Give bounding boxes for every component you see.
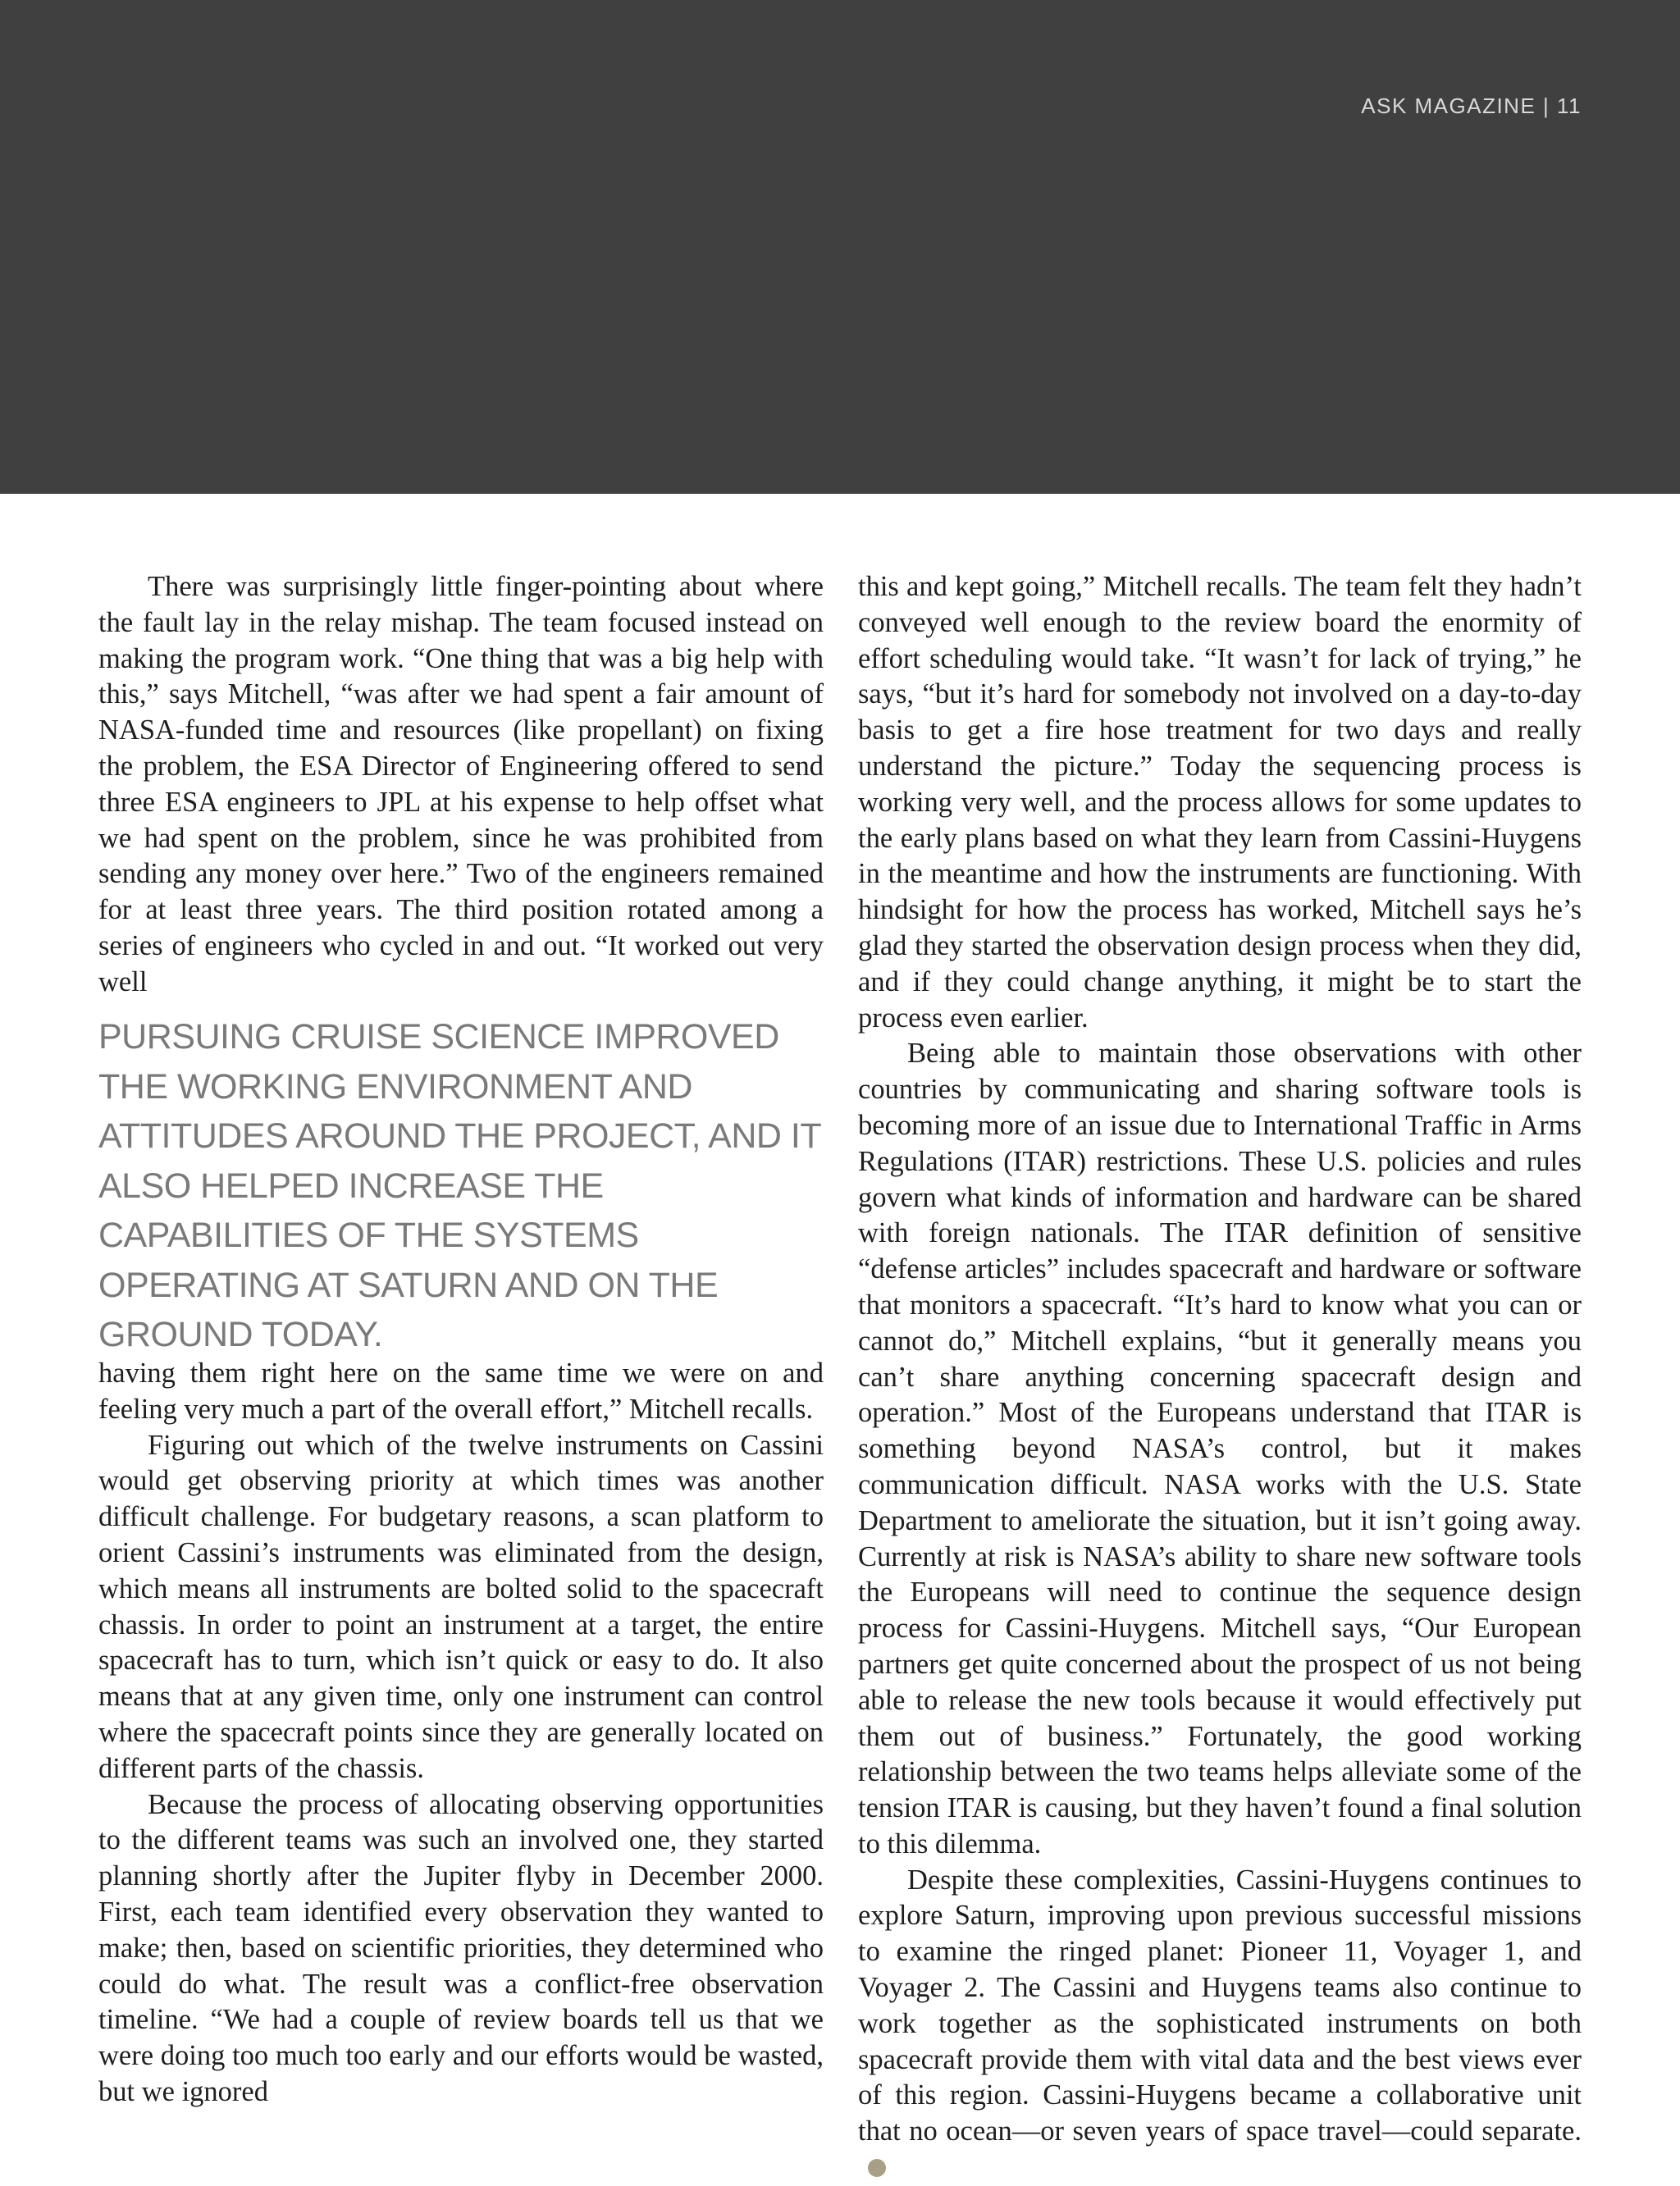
paragraph: having them right here on the same time we were on and feeling very much a part of the overall effort,” Mitchell recalls. [98,1358,824,1425]
paragraph: this and kept going,” Mitchell recalls. The team felt they hadn’t conveyed well enough to the review board the enormity of effort scheduling would take. “It wasn’t for lack of trying,” he says, “but it’s hard for somebody not involved on a day-to-day basis to get a fire hose treatment for two days and really understand the picture.” Today the sequencing process is working very well, and the process allows for some updates to the early plans based on what they learn from Cassini-Huygens in the meantime and how the instruments are functioning. With hindsight for how the process has worked, Mitchell says he’s glad they started the observation design process when they did, and if they could change anything, it might be to start the process even earlier. [858,571,1582,1034]
pull-quote: PURSUING CRUISE SCIENCE IMPROVED THE WORKING ENVIRONMENT AND ATTITUDES AROUND THE PROJECT, AND IT ALSO HELPED INCREASE THE CAPABILITIES OF THE SYSTEMS OPERATING AT SATURN AND ON THE GROUND TODAY. [98,1017,821,1354]
end-bullet-icon [868,2159,886,2177]
column-left-top [98,569,824,1001]
header-image-band [0,0,1680,494]
paragraph: Figuring out which of the twelve instruments on Cassini would get observing priority at which times was another difficult challenge. For budgetary reasons, a scan platform to orient Cassini’s instruments was eliminated from the design, which means all instruments are bolted solid to the spacecraft chassis. In order to point an instrument at a target, the entire spacecraft has to turn, which isn’t quick or easy to do. It also means that at any given time, only one instrument can control where the spacecraft points since they are generally located on different parts of the chassis. [98,1429,824,1784]
paragraph-final [858,1863,1582,2186]
paragraph-text: Despite these complexities, Cassini-Huygens continues to explore Saturn, improving upon previous successful missions to examine the ringed planet: Pioneer 11, Voyager 1, and Voyager 2. The Cassini and Huygens teams also continue to work together as the sophisticated instruments on both spacecraft provide them with vital data and the best views ever of this region. Cassini-Huygens became a collaborative unit that no ocean—or seven years of space travel—could separate. [858,1864,1582,2147]
running-head: ASK MAGAZINE | 11 [1361,94,1582,118]
paragraph: There was surprisingly little finger-pointing about where the fault lay in the relay mishap. The team focused instead on making the program work. “One thing that was a big help with this,” says Mitchell, “was after we had spent a fair amount of NASA-funded time and resources (like propellant) on fixing the problem, the ESA Director of Engineering offered to send three ESA engineers to JPL at his expense to help offset what we had spent on the problem, since he was prohibited from sending any money over here.” Two of the engineers remained for at least three years. The third position rotated among a series of engineers who cycled in and out. “It worked out very well [98,571,824,997]
column-right [858,569,1582,2186]
paragraph: Being able to maintain those observations with other countries by communicating and sharing software tools is becoming more of an issue due to International Traffic in Arms Regulations (ITAR) restrictions. These U.S. policies and rules govern what kinds of information and hardware can be shared with foreign nationals. The ITAR definition of sensitive “defense articles” includes spacecraft and hardware or software that monitors a spacecraft. “It’s hard to know what you can or cannot do,” Mitchell explains, “but it generally means you can’t share anything concerning spacecraft design and operation.” Most of the Europeans understand that ITAR is something beyond NASA’s control, but it makes communication difficult. NASA works with the U.S. State Department to ameliorate the situation, but it isn’t going away. Currently at risk is NASA’s ability to share new software tools the Europeans will need to continue the sequence design process for Cassini-Huygens. Mitchell says, “Our European partners get quite concerned about the prospect of us not being able to release the new tools because it would effectively put them out of business.” Fortunately, the good working relationship between the two teams helps alleviate some of the tension ITAR is causing, but they haven’t found a final solution to this dilemma. [858,1038,1582,1860]
column-left-bottom [98,1356,824,2111]
paragraph: Because the process of allocating observing opportunities to the different teams was such an involved one, they started planning shortly after the Jupiter flyby in December 2000. First, each team identified every observation they wanted to make; then, based on scientific priorities, they determined who could do what. The result was a conflict-free observation timeline. “We had a couple of review boards tell us that we were doing too much too early and our efforts would be wasted, but we ignored [98,1788,824,2107]
